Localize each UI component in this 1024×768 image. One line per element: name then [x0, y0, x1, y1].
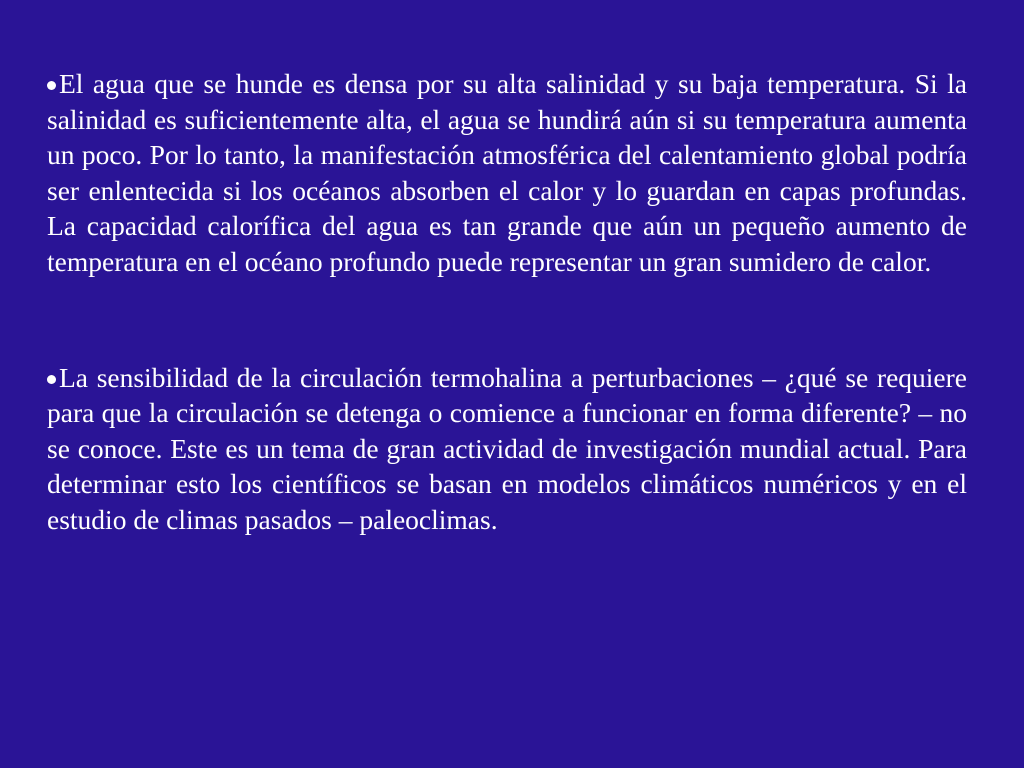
bullet-paragraph-1	[47, 66, 967, 280]
slide-content	[47, 66, 967, 538]
bullet-icon	[47, 81, 56, 90]
bullet-icon	[47, 375, 56, 384]
paragraph-1-text: El agua que se hunde es densa por su alta salinidad y su baja temperatura. Si la salinidad es suficientemente alta, el agua se hundirá aún si su temperatura aumenta un poco. Por lo tanto, la manifestación atmosférica del calentamiento global podría ser enlentecida si los océanos absorben el calor y lo guardan en capas profundas. La capacidad calorífica del agua es tan grande que aún un pequeño aumento de temperatura en el océano profundo puede representar un gran sumidero de calor.	[47, 68, 967, 277]
bullet-paragraph-2	[47, 360, 967, 538]
paragraph-2-text: La sensibilidad de la circulación termohalina a perturbaciones – ¿qué se requiere para que la circulación se detenga o comience a funcionar en forma diferente? – no se conoce. Este es un tema de gran actividad de investigación mundial actual. Para determinar esto los científicos se basan en modelos climáticos numéricos y en el estudio de climas pasados – paleoclimas.	[47, 361, 967, 535]
